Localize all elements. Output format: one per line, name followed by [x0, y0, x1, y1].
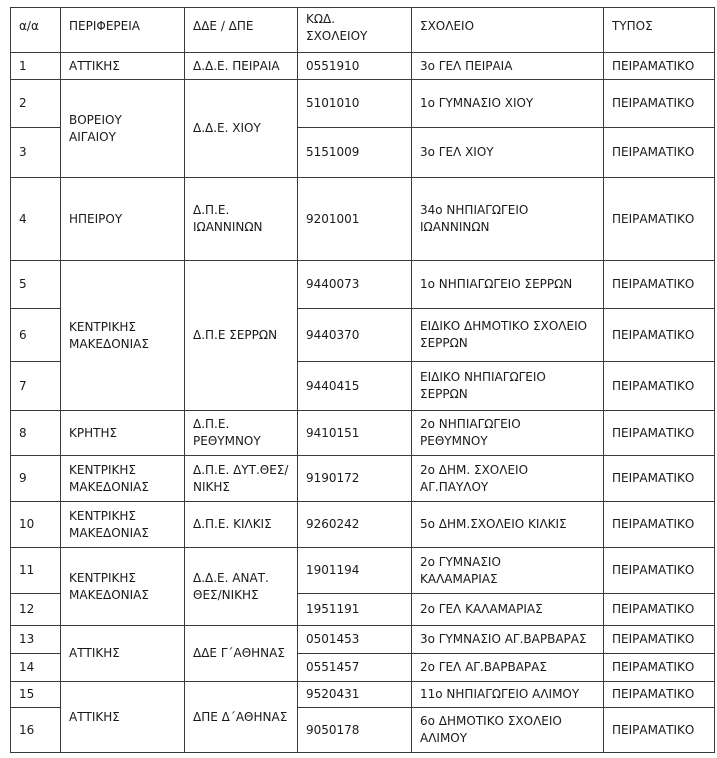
cell-region: ΚΕΝΤΡΙΚΗΣ ΜΑΚΕΔΟΝΙΑΣ: [61, 548, 185, 626]
cell-school: 2ο ΝΗΠΙΑΓΩΓΕΙΟ ΡΕΘΥΜΝΟΥ: [412, 411, 604, 456]
cell-type: ΠΕΙΡΑΜΑΤΙΚΟ: [604, 53, 715, 80]
cell-code: 1901194: [298, 548, 412, 594]
cell-type: ΠΕΙΡΑΜΑΤΙΚΟ: [604, 594, 715, 626]
cell-code: 9520431: [298, 682, 412, 708]
cell-type: ΠΕΙΡΑΜΑΤΙΚΟ: [604, 682, 715, 708]
cell-region: ΚΕΝΤΡΙΚΗΣ ΜΑΚΕΔΟΝΙΑΣ: [61, 502, 185, 548]
cell-code: 9440370: [298, 309, 412, 362]
cell-code: 9201001: [298, 178, 412, 261]
table-row: [11, 80, 715, 128]
cell-school: 34ο ΝΗΠΙΑΓΩΓΕΙΟ ΙΩΑΝΝΙΝΩΝ: [412, 178, 604, 261]
cell-code: 5151009: [298, 128, 412, 178]
cell-directorate: Δ.Π.Ε. ΡΕΘΥΜΝΟΥ: [185, 411, 298, 456]
cell-code: 9260242: [298, 502, 412, 548]
cell-aa: 8: [11, 411, 61, 456]
cell-school: 3ο ΓΕΛ ΠΕΙΡΑΙΑ: [412, 53, 604, 80]
cell-school: 2ο ΓΥΜΝΑΣΙΟ ΚΑΛΑΜΑΡΙΑΣ: [412, 548, 604, 594]
header-code: ΚΩΔ. ΣΧΟΛΕΙΟΥ: [298, 8, 412, 53]
cell-school: ΕΙΔΙΚΟ ΝΗΠΙΑΓΩΓΕΙΟ ΣΕΡΡΩΝ: [412, 362, 604, 411]
cell-type: ΠΕΙΡΑΜΑΤΙΚΟ: [604, 178, 715, 261]
cell-directorate: Δ.Δ.Ε. ΧΙΟΥ: [185, 80, 298, 178]
cell-school: 3ο ΓΥΜΝΑΣΙΟ ΑΓ.ΒΑΡΒΑΡΑΣ: [412, 626, 604, 654]
cell-code: 9050178: [298, 708, 412, 753]
table-row: [11, 626, 715, 654]
cell-code: 0551457: [298, 654, 412, 682]
cell-region: ΑΤΤΙΚΗΣ: [61, 53, 185, 80]
cell-directorate: Δ.Π.Ε. ΚΙΛΚΙΣ: [185, 502, 298, 548]
schools-table: [10, 7, 715, 753]
cell-aa: 11: [11, 548, 61, 594]
cell-code: 9440415: [298, 362, 412, 411]
cell-type: ΠΕΙΡΑΜΑΤΙΚΟ: [604, 502, 715, 548]
cell-school: 2ο ΓΕΛ ΚΑΛΑΜΑΡΙΑΣ: [412, 594, 604, 626]
cell-type: ΠΕΙΡΑΜΑΤΙΚΟ: [604, 548, 715, 594]
cell-aa: 10: [11, 502, 61, 548]
cell-aa: 1: [11, 53, 61, 80]
cell-type: ΠΕΙΡΑΜΑΤΙΚΟ: [604, 411, 715, 456]
cell-type: ΠΕΙΡΑΜΑΤΙΚΟ: [604, 456, 715, 502]
cell-code: 9410151: [298, 411, 412, 456]
cell-code: 0501453: [298, 626, 412, 654]
cell-aa: 14: [11, 654, 61, 682]
cell-type: ΠΕΙΡΑΜΑΤΙΚΟ: [604, 80, 715, 128]
cell-type: ΠΕΙΡΑΜΑΤΙΚΟ: [604, 654, 715, 682]
cell-school: 2ο ΔΗΜ. ΣΧΟΛΕΙΟ ΑΓ.ΠΑΥΛΟΥ: [412, 456, 604, 502]
header-school: ΣΧΟΛΕΙΟ: [412, 8, 604, 53]
cell-region: ΚΕΝΤΡΙΚΗΣ ΜΑΚΕΔΟΝΙΑΣ: [61, 456, 185, 502]
cell-aa: 13: [11, 626, 61, 654]
table-row: [11, 682, 715, 708]
cell-aa: 6: [11, 309, 61, 362]
cell-school: 2ο ΓΕΛ ΑΓ.ΒΑΡΒΑΡΑΣ: [412, 654, 604, 682]
cell-region: ΚΕΝΤΡΙΚΗΣ ΜΑΚΕΔΟΝΙΑΣ: [61, 261, 185, 411]
cell-region: ΑΤΤΙΚΗΣ: [61, 626, 185, 682]
cell-directorate: ΔΠΕ Δ΄ΑΘΗΝΑΣ: [185, 682, 298, 753]
cell-aa: 9: [11, 456, 61, 502]
cell-code: 9440073: [298, 261, 412, 309]
cell-directorate: Δ.Δ.Ε. ΠΕΙΡΑΙΑ: [185, 53, 298, 80]
cell-school: 11ο ΝΗΠΙΑΓΩΓΕΙΟ ΑΛΙΜΟΥ: [412, 682, 604, 708]
cell-school: 3ο ΓΕΛ ΧΙΟΥ: [412, 128, 604, 178]
cell-type: ΠΕΙΡΑΜΑΤΙΚΟ: [604, 626, 715, 654]
cell-school: ΕΙΔΙΚΟ ΔΗΜΟΤΙΚΟ ΣΧΟΛΕΙΟ ΣΕΡΡΩΝ: [412, 309, 604, 362]
cell-school: 1ο ΝΗΠΙΑΓΩΓΕΙΟ ΣΕΡΡΩΝ: [412, 261, 604, 309]
cell-directorate: Δ.Π.Ε. ΙΩΑΝΝΙΝΩΝ: [185, 178, 298, 261]
header-row: [11, 8, 715, 53]
cell-code: 0551910: [298, 53, 412, 80]
cell-school: 1ο ΓΥΜΝΑΣΙΟ ΧΙΟΥ: [412, 80, 604, 128]
cell-code: 1951191: [298, 594, 412, 626]
cell-region: ΒΟΡΕΙΟΥ ΑΙΓΑΙΟΥ: [61, 80, 185, 178]
cell-aa: 3: [11, 128, 61, 178]
cell-region: ΚΡΗΤΗΣ: [61, 411, 185, 456]
table-row: [11, 411, 715, 456]
header-aa: α/α: [11, 8, 61, 53]
cell-directorate: Δ.Δ.Ε. ΑΝΑΤ. ΘΕΣ/ΝΙΚΗΣ: [185, 548, 298, 626]
table-row: [11, 178, 715, 261]
cell-aa: 12: [11, 594, 61, 626]
cell-type: ΠΕΙΡΑΜΑΤΙΚΟ: [604, 362, 715, 411]
cell-type: ΠΕΙΡΑΜΑΤΙΚΟ: [604, 261, 715, 309]
table-row: [11, 261, 715, 309]
cell-aa: 7: [11, 362, 61, 411]
cell-type: ΠΕΙΡΑΜΑΤΙΚΟ: [604, 128, 715, 178]
cell-region: ΗΠΕΙΡΟΥ: [61, 178, 185, 261]
cell-aa: 4: [11, 178, 61, 261]
table-row: [11, 53, 715, 80]
cell-school: 6ο ΔΗΜΟΤΙΚΟ ΣΧΟΛΕΙΟ ΑΛΙΜΟΥ: [412, 708, 604, 753]
cell-directorate: Δ.Π.Ε. ΔΥΤ.ΘΕΣ/ ΝΙΚΗΣ: [185, 456, 298, 502]
cell-directorate: Δ.Π.Ε ΣΕΡΡΩΝ: [185, 261, 298, 411]
cell-directorate: ΔΔΕ Γ΄ΑΘΗΝΑΣ: [185, 626, 298, 682]
cell-aa: 5: [11, 261, 61, 309]
cell-code: 9190172: [298, 456, 412, 502]
table-row: [11, 548, 715, 594]
header-type: ΤΥΠΟΣ: [604, 8, 715, 53]
cell-aa: 16: [11, 708, 61, 753]
table-row: [11, 456, 715, 502]
header-region: ΠΕΡΙΦΕΡΕΙΑ: [61, 8, 185, 53]
cell-aa: 15: [11, 682, 61, 708]
cell-type: ΠΕΙΡΑΜΑΤΙΚΟ: [604, 309, 715, 362]
cell-school: 5ο ΔΗΜ.ΣΧΟΛΕΙΟ ΚΙΛΚΙΣ: [412, 502, 604, 548]
header-directorate: ΔΔΕ / ΔΠΕ: [185, 8, 298, 53]
cell-type: ΠΕΙΡΑΜΑΤΙΚΟ: [604, 708, 715, 753]
cell-aa: 2: [11, 80, 61, 128]
table-row: [11, 502, 715, 548]
cell-region: ΑΤΤΙΚΗΣ: [61, 682, 185, 753]
cell-code: 5101010: [298, 80, 412, 128]
